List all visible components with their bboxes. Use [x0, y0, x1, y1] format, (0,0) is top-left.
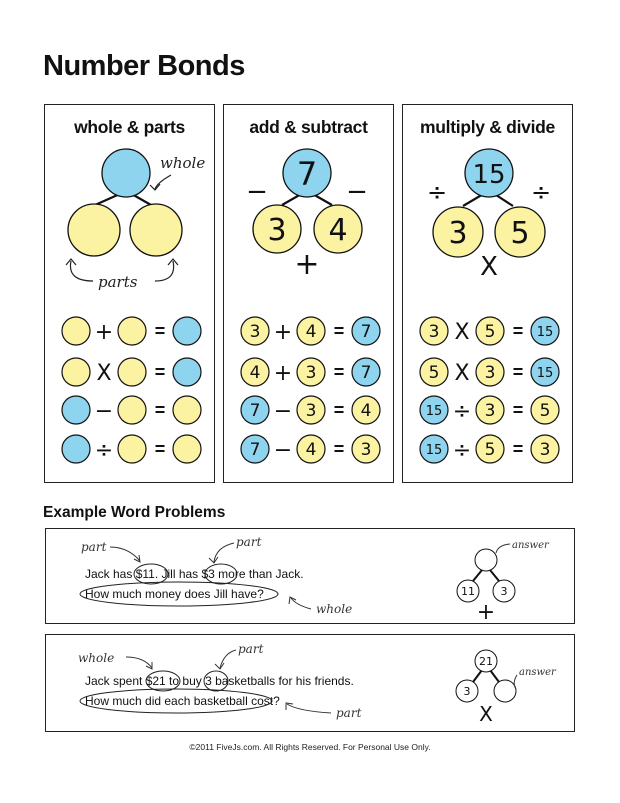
- note-part-2: part: [236, 535, 262, 549]
- bond-op-bottom: +: [294, 247, 320, 282]
- bond-op-right: −: [346, 177, 368, 207]
- equation-value: 4: [305, 322, 317, 342]
- word-problem-2-diagram: [46, 635, 576, 733]
- multiply-divide-diagram: [403, 105, 574, 484]
- word-problem-1: [45, 528, 575, 624]
- equals-sign: =: [512, 321, 524, 341]
- equation-row: [420, 435, 559, 463]
- equation-circle: [62, 396, 90, 424]
- bond-whole: 15: [472, 160, 506, 190]
- equation-circle: [173, 435, 201, 463]
- equals-sign: =: [154, 362, 166, 382]
- equation-circle: [118, 358, 146, 386]
- panel-title: multiply & divide: [420, 117, 555, 137]
- note-part-1: part: [81, 540, 107, 554]
- equation-circle: [173, 358, 201, 386]
- equals-sign: =: [333, 400, 345, 420]
- equation-value: 4: [249, 363, 261, 383]
- bond-whole: 21: [479, 655, 493, 668]
- bond-left: 3: [463, 685, 471, 698]
- equation-value: 5: [484, 440, 496, 460]
- equals-sign: =: [154, 321, 166, 341]
- problem-2-line-1: Jack spent $21 to buy 3 basketballs for his friends.: [85, 674, 354, 688]
- equation-circle: [173, 317, 201, 345]
- copyright-footer: ©2011 FiveJs.com. All Rights Reserved. For Personal Use Only.: [189, 742, 431, 752]
- equation-circle: [118, 317, 146, 345]
- bond-left: 3: [267, 213, 287, 248]
- bond-op-left: ÷: [426, 178, 448, 206]
- equation-value: 4: [360, 401, 372, 421]
- add-subtract-diagram: [224, 105, 395, 484]
- equals-sign: =: [512, 439, 524, 459]
- equation-row: [241, 358, 380, 386]
- note-answer: answer: [512, 540, 549, 551]
- problem-2-line-2: How much did each basketball cost?: [85, 694, 280, 708]
- equation-row: [241, 317, 380, 345]
- equation-value: 7: [249, 401, 261, 421]
- bond-op: X: [479, 702, 493, 726]
- part-circle-right: [130, 204, 182, 256]
- bond-whole: 7: [296, 155, 318, 193]
- equation-operator: X: [454, 320, 470, 345]
- word-problem-1-diagram: [46, 529, 576, 625]
- equation-value: 7: [249, 440, 261, 460]
- word-problem-2: [45, 634, 575, 732]
- bond-right: 5: [510, 216, 530, 251]
- equation-value: 15: [425, 443, 443, 458]
- bond-left: 3: [448, 216, 468, 251]
- panel-add-subtract: [223, 104, 394, 483]
- equation-grid: [420, 317, 559, 463]
- equation-row: [420, 317, 559, 345]
- equals-sign: =: [512, 400, 524, 420]
- equation-row: [420, 396, 559, 424]
- page-title: Number Bonds: [43, 50, 245, 82]
- problem-1-line-1: Jack has $11. Jill has $3 more than Jack.: [85, 567, 304, 581]
- equation-operator: X: [454, 361, 470, 386]
- equation-circle: [62, 317, 90, 345]
- equation-value: 7: [360, 322, 372, 342]
- equation-value: 3: [484, 401, 496, 421]
- equation-row: [62, 358, 201, 386]
- problem-1-line-2: How much money does Jill have?: [85, 587, 264, 601]
- equation-row: [62, 396, 201, 424]
- equation-row: [62, 435, 201, 463]
- equals-sign: =: [333, 362, 345, 382]
- equation-operator: ÷: [452, 438, 472, 463]
- part-circle-left: [68, 204, 120, 256]
- whole-note: whole: [160, 154, 206, 172]
- bond-op-left: −: [246, 177, 268, 207]
- equation-operator: +: [273, 320, 293, 345]
- note-whole: whole: [78, 651, 115, 665]
- bond-op-bottom: X: [480, 252, 498, 282]
- equation-value: 3: [360, 440, 372, 460]
- equation-value: 4: [305, 440, 317, 460]
- bond-op-right: ÷: [530, 178, 552, 206]
- equation-row: [420, 358, 559, 386]
- note-part-2: part: [336, 706, 362, 720]
- equation-grid: [62, 317, 201, 463]
- equation-row: [241, 396, 380, 424]
- equation-value: 3: [484, 363, 496, 383]
- equation-value: 7: [360, 363, 372, 383]
- equation-value: 15: [536, 325, 554, 340]
- equals-sign: =: [333, 439, 345, 459]
- equation-circle: [118, 435, 146, 463]
- note-answer: answer: [519, 667, 556, 678]
- equals-sign: =: [512, 362, 524, 382]
- equation-circle: [62, 358, 90, 386]
- equation-value: 5: [539, 401, 551, 421]
- equation-value: 15: [536, 366, 554, 381]
- equation-operator: −: [94, 399, 114, 424]
- equals-sign: =: [154, 439, 166, 459]
- equation-value: 5: [428, 363, 440, 383]
- note-part-1: part: [238, 642, 264, 656]
- equation-operator: +: [273, 361, 293, 386]
- equation-circle: [173, 396, 201, 424]
- equation-row: [62, 317, 201, 345]
- panel-whole-parts: [44, 104, 215, 483]
- panel-title: whole & parts: [74, 117, 185, 137]
- bond-right: 3: [500, 585, 508, 598]
- equals-sign: =: [333, 321, 345, 341]
- bond-right: 4: [328, 213, 348, 248]
- parts-note: parts: [98, 273, 138, 291]
- equation-value: 3: [428, 322, 440, 342]
- equation-operator: X: [96, 361, 112, 386]
- equation-operator: ÷: [452, 399, 472, 424]
- note-whole: whole: [316, 602, 353, 616]
- equation-value: 3: [305, 401, 317, 421]
- equation-value: 5: [484, 322, 496, 342]
- bond-left: 11: [461, 585, 475, 598]
- equation-operator: −: [273, 438, 293, 463]
- panel-multiply-divide: [402, 104, 573, 483]
- equation-value: 3: [249, 322, 261, 342]
- bond-op: +: [476, 600, 496, 625]
- equation-value: 15: [425, 404, 443, 419]
- whole-parts-diagram: [45, 105, 216, 484]
- equation-value: 3: [539, 440, 551, 460]
- equation-operator: +: [94, 320, 114, 345]
- panel-title: add & subtract: [249, 117, 368, 137]
- equation-operator: ÷: [94, 438, 114, 463]
- equation-grid: [241, 317, 380, 463]
- equation-operator: −: [273, 399, 293, 424]
- whole-circle: [102, 149, 150, 197]
- equation-value: 3: [305, 363, 317, 383]
- equation-circle: [62, 435, 90, 463]
- example-word-problems-title: Example Word Problems: [43, 504, 226, 521]
- equation-row: [241, 435, 380, 463]
- equals-sign: =: [154, 400, 166, 420]
- equation-circle: [118, 396, 146, 424]
